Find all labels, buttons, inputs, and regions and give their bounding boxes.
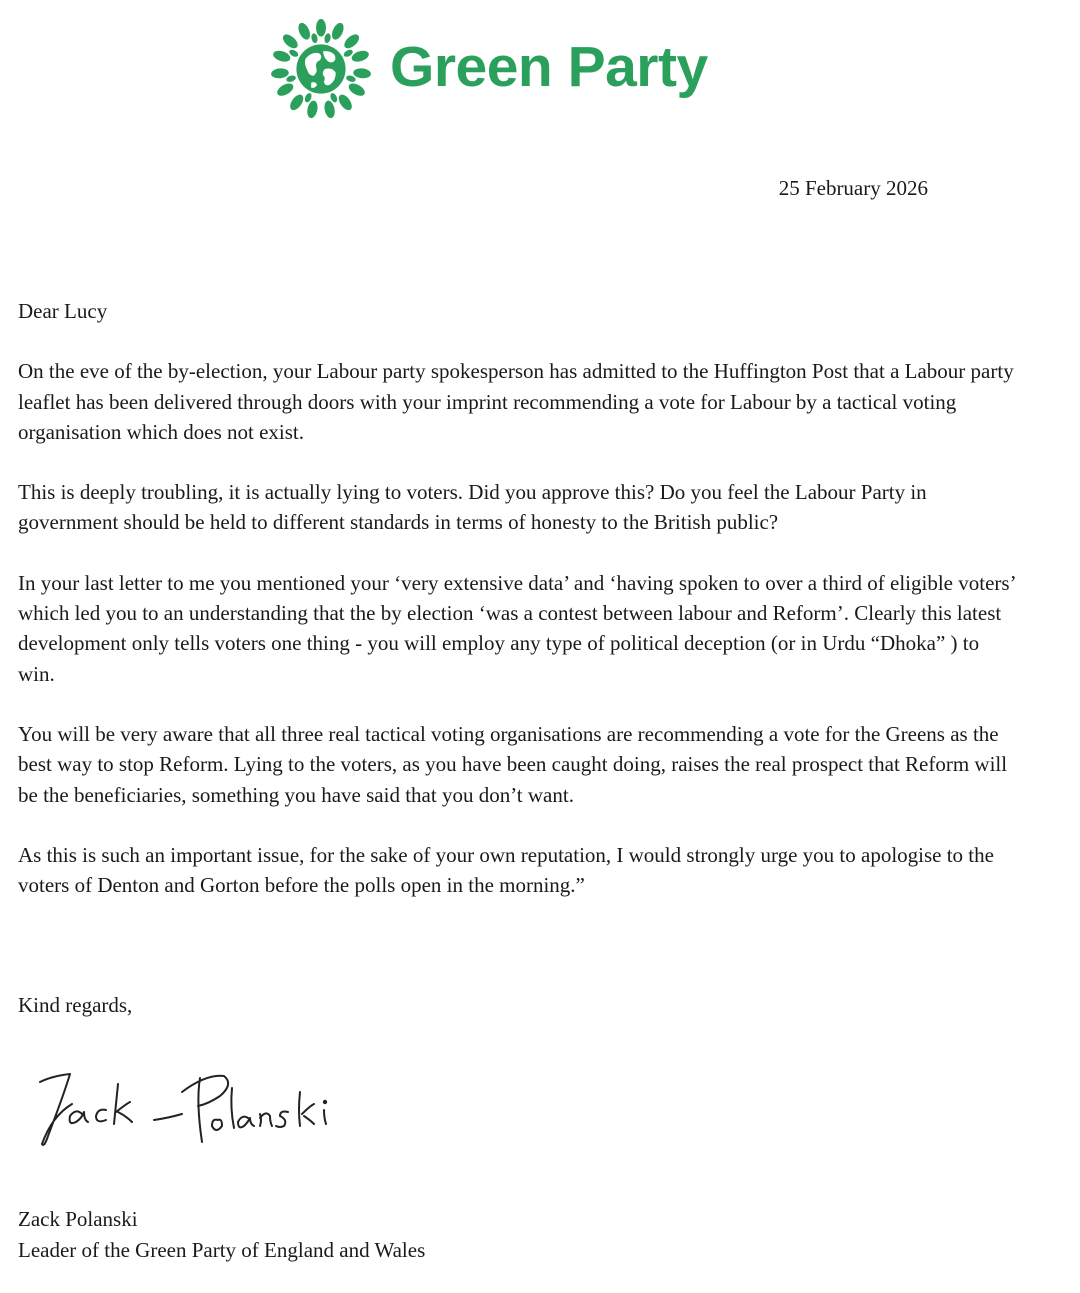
letterhead (262, 14, 708, 124)
body-paragraph-2: This is deeply troubling, it is actually lying to voters. Did you approve this? Do you feel the Labour Party in government should be held to different standards in terms of honesty to the British public? (18, 480, 927, 535)
body-paragraph-4: You will be very aware that all three real tactical voting organisations are recommending a vote for the Greens as the best way to stop Reform. Lying to the voters, as you have been caught doing, raises the real prospect that Reform will be the beneficiaries, something you have said that you don’t want. (18, 721, 1008, 807)
handwritten-signature (22, 1048, 352, 1168)
body-paragraph-3: In your last letter to me you mentioned your ‘very extensive data’ and ‘having spoken to over a third of eligible voters’ which led you to an understanding that the by election ‘was a contest between labour and Reform’. Clearly this latest development only tells voters one thing - you will employ any type of political deception (or in Urdu “Dhoka” ) to win. (18, 570, 1016, 686)
sender-name: Zack Polanski (18, 1207, 138, 1231)
letter-body (18, 296, 1018, 900)
letter-date: 25 February 2026 (778, 176, 928, 200)
body-paragraph-5: As this is such an important issue, for the sake of your own reputation, I would strongly urge you to apologise to the voters of Denton and Gorton before the polls open in the morning.” (18, 842, 994, 898)
party-name-wordmark: Green Party (390, 34, 708, 99)
sender-title: Leader of the Green Party of England and Wales (18, 1237, 426, 1262)
green-party-logo-icon (262, 19, 380, 119)
body-paragraph-1: On the eve of the by-election, your Labour party spokesperson has admitted to the Huffington Post that a Labour party leaflet has been delivered through doors with your imprint recommending a vote for Labour by a tactical voting organisation which does not exist. (18, 359, 1014, 444)
closing: Kind regards, (18, 993, 133, 1017)
salutation: Dear Lucy (18, 299, 108, 323)
signature-block (18, 1204, 425, 1265)
